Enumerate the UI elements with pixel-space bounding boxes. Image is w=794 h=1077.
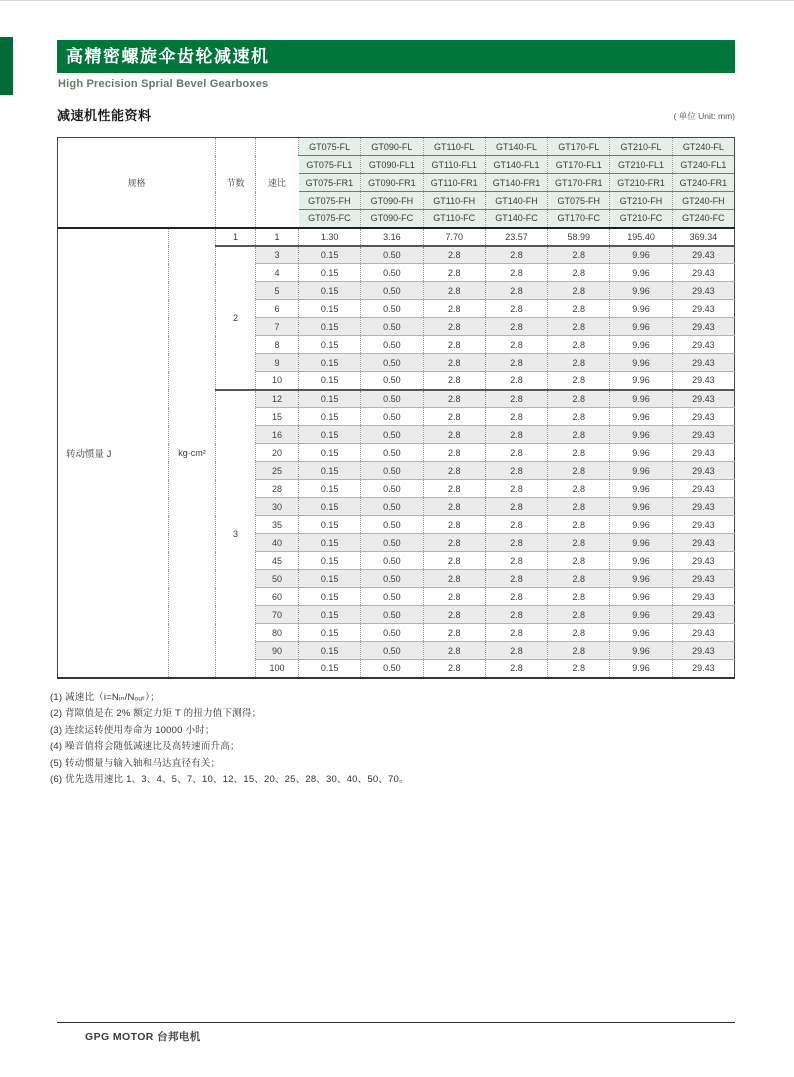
value-cell: 0.50: [361, 354, 423, 372]
ratio-cell: 100: [256, 660, 299, 678]
value-cell: 2.8: [423, 246, 485, 264]
value-cell: 0.50: [361, 642, 423, 660]
col-header-model: GT240-FL: [672, 138, 734, 156]
value-cell: 2.8: [423, 570, 485, 588]
footnote-line: (4) 噪音值将会随低减速比及高转速而升高；: [50, 741, 240, 753]
page-top-divider: [0, 0, 794, 1]
value-cell: 2.8: [423, 516, 485, 534]
value-cell: 0.50: [361, 390, 423, 408]
value-cell: 29.43: [672, 462, 734, 480]
value-cell: 0.15: [299, 390, 361, 408]
value-cell: 9.96: [610, 390, 672, 408]
value-cell: 9.96: [610, 498, 672, 516]
value-cell: 0.50: [361, 552, 423, 570]
spec-unit-cell: kg·cm²: [169, 228, 216, 678]
value-cell: 2.8: [548, 318, 610, 336]
col-header-ratio: 速比: [256, 138, 299, 228]
footnote-line: (6) 优先选用速比 1、3、4、5、7、10、12、15、20、25、28、30、40、50、70。: [50, 774, 409, 786]
value-cell: 2.8: [423, 462, 485, 480]
value-cell: 29.43: [672, 300, 734, 318]
ratio-cell: 45: [256, 552, 299, 570]
value-cell: 0.15: [299, 498, 361, 516]
value-cell: 9.96: [610, 534, 672, 552]
section-header-row: [57, 105, 735, 124]
value-cell: 29.43: [672, 588, 734, 606]
value-cell: 29.43: [672, 534, 734, 552]
ratio-cell: 80: [256, 624, 299, 642]
value-cell: 2.8: [548, 354, 610, 372]
col-header-model: GT210-FR1: [610, 174, 672, 192]
value-cell: 29.43: [672, 426, 734, 444]
value-cell: 1.30: [299, 228, 361, 246]
value-cell: 29.43: [672, 642, 734, 660]
value-cell: 0.15: [299, 534, 361, 552]
col-header-model: GT140-FC: [485, 210, 547, 228]
value-cell: 0.50: [361, 444, 423, 462]
value-cell: 0.15: [299, 354, 361, 372]
ratio-cell: 8: [256, 336, 299, 354]
col-header-model: GT170-FL: [548, 138, 610, 156]
ratio-cell: 15: [256, 408, 299, 426]
value-cell: 2.8: [548, 462, 610, 480]
col-header-model: GT240-FH: [672, 192, 734, 210]
value-cell: 29.43: [672, 408, 734, 426]
value-cell: 2.8: [485, 660, 547, 678]
value-cell: 195.40: [610, 228, 672, 246]
ratio-cell: 28: [256, 480, 299, 498]
value-cell: 29.43: [672, 624, 734, 642]
value-cell: 29.43: [672, 318, 734, 336]
value-cell: 2.8: [548, 390, 610, 408]
value-cell: 2.8: [423, 336, 485, 354]
value-cell: 0.15: [299, 606, 361, 624]
value-cell: 2.8: [423, 480, 485, 498]
value-cell: 9.96: [610, 624, 672, 642]
value-cell: 2.8: [548, 588, 610, 606]
sections-cell: 1: [216, 228, 256, 246]
footnote-line: (1) 减速比（i=Nᵢₙ/Nₒᵤₜ）；: [50, 692, 160, 703]
value-cell: 9.96: [610, 570, 672, 588]
value-cell: 2.8: [423, 588, 485, 606]
col-header-model: GT170-FC: [548, 210, 610, 228]
footnote-line: (5) 转动惯量与输入轴和马达直径有关；: [50, 757, 221, 769]
value-cell: 9.96: [610, 354, 672, 372]
value-cell: 2.8: [423, 264, 485, 282]
col-header-model: GT090-FR1: [361, 174, 423, 192]
value-cell: 3.16: [361, 228, 423, 246]
value-cell: 29.43: [672, 264, 734, 282]
table-row: [58, 228, 735, 246]
ratio-cell: 1: [256, 228, 299, 246]
col-header-spec: 规格: [58, 138, 216, 228]
value-cell: 2.8: [485, 516, 547, 534]
performance-table-wrap: [57, 137, 735, 679]
value-cell: 9.96: [610, 246, 672, 264]
value-cell: 2.8: [423, 624, 485, 642]
unit-label: ( 单位 Unit: mm): [673, 111, 735, 121]
footnote-line: (3) 连续运转使用寿命为 10000 小时；: [50, 724, 215, 736]
value-cell: 58.99: [548, 228, 610, 246]
ratio-cell: 4: [256, 264, 299, 282]
value-cell: 0.15: [299, 282, 361, 300]
value-cell: 2.8: [485, 642, 547, 660]
value-cell: 29.43: [672, 606, 734, 624]
value-cell: 9.96: [610, 318, 672, 336]
col-header-model: GT170-FL1: [548, 156, 610, 174]
ratio-cell: 16: [256, 426, 299, 444]
col-header-model: GT110-FC: [423, 210, 485, 228]
value-cell: 0.15: [299, 300, 361, 318]
value-cell: 9.96: [610, 606, 672, 624]
value-cell: 2.8: [548, 372, 610, 390]
value-cell: 2.8: [485, 534, 547, 552]
value-cell: 2.8: [485, 444, 547, 462]
col-header-model: GT075-FR1: [299, 174, 361, 192]
value-cell: 2.8: [423, 318, 485, 336]
value-cell: 2.8: [548, 282, 610, 300]
value-cell: 2.8: [548, 498, 610, 516]
ratio-cell: 7: [256, 318, 299, 336]
col-header-model: GT140-FH: [485, 192, 547, 210]
col-header-model: GT240-FC: [672, 210, 734, 228]
value-cell: 0.15: [299, 552, 361, 570]
col-header-model: GT210-FC: [610, 210, 672, 228]
value-cell: 29.43: [672, 246, 734, 264]
value-cell: 0.50: [361, 408, 423, 426]
col-header-model: GT090-FL: [361, 138, 423, 156]
col-header-model: GT090-FL1: [361, 156, 423, 174]
value-cell: 0.50: [361, 462, 423, 480]
value-cell: 2.8: [423, 300, 485, 318]
value-cell: 0.50: [361, 570, 423, 588]
col-header-model: GT110-FH: [423, 192, 485, 210]
col-header-model: GT140-FL1: [485, 156, 547, 174]
value-cell: 9.96: [610, 552, 672, 570]
value-cell: 0.50: [361, 372, 423, 390]
performance-table: [57, 137, 735, 679]
value-cell: 2.8: [485, 588, 547, 606]
page-subtitle: High Precision Sprial Bevel Gearboxes: [58, 78, 269, 90]
value-cell: 0.15: [299, 246, 361, 264]
value-cell: 2.8: [485, 300, 547, 318]
col-header-model: GT075-FH: [548, 192, 610, 210]
col-header-model: GT110-FR1: [423, 174, 485, 192]
value-cell: 0.15: [299, 660, 361, 678]
value-cell: 2.8: [548, 552, 610, 570]
perf-table-head: [58, 138, 735, 228]
value-cell: 0.50: [361, 336, 423, 354]
value-cell: 2.8: [485, 462, 547, 480]
value-cell: 0.15: [299, 462, 361, 480]
value-cell: 0.50: [361, 606, 423, 624]
value-cell: 0.15: [299, 408, 361, 426]
value-cell: 2.8: [423, 642, 485, 660]
col-header-model: GT240-FR1: [672, 174, 734, 192]
value-cell: 0.15: [299, 372, 361, 390]
value-cell: 29.43: [672, 390, 734, 408]
value-cell: 2.8: [548, 606, 610, 624]
value-cell: 9.96: [610, 264, 672, 282]
value-cell: 2.8: [423, 408, 485, 426]
value-cell: 2.8: [485, 336, 547, 354]
value-cell: 9.96: [610, 444, 672, 462]
value-cell: 7.70: [423, 228, 485, 246]
side-accent-tab: [0, 37, 13, 95]
value-cell: 23.57: [485, 228, 547, 246]
value-cell: 29.43: [672, 516, 734, 534]
value-cell: 2.8: [548, 480, 610, 498]
col-header-model: GT075-FL: [299, 138, 361, 156]
value-cell: 29.43: [672, 444, 734, 462]
value-cell: 0.15: [299, 336, 361, 354]
ratio-cell: 6: [256, 300, 299, 318]
value-cell: 0.15: [299, 642, 361, 660]
value-cell: 9.96: [610, 588, 672, 606]
footnote-line: (2) 背隙值是在 2% 额定力矩 T 的扭力值下测得；: [50, 708, 262, 720]
sections-cell: 3: [216, 390, 256, 678]
ratio-cell: 90: [256, 642, 299, 660]
value-cell: 0.50: [361, 264, 423, 282]
value-cell: 0.15: [299, 426, 361, 444]
value-cell: 2.8: [423, 354, 485, 372]
value-cell: 0.15: [299, 624, 361, 642]
col-header-model: GT140-FR1: [485, 174, 547, 192]
ratio-cell: 40: [256, 534, 299, 552]
value-cell: 2.8: [485, 552, 547, 570]
section-title: 减速机性能资料: [57, 108, 152, 123]
footnotes: [50, 690, 409, 788]
value-cell: 0.50: [361, 498, 423, 516]
col-header-model: GT090-FH: [361, 192, 423, 210]
value-cell: 9.96: [610, 462, 672, 480]
value-cell: 2.8: [485, 570, 547, 588]
value-cell: 2.8: [485, 390, 547, 408]
value-cell: 2.8: [485, 624, 547, 642]
col-header-model: GT210-FH: [610, 192, 672, 210]
value-cell: 29.43: [672, 552, 734, 570]
value-cell: 29.43: [672, 372, 734, 390]
value-cell: 2.8: [548, 534, 610, 552]
value-cell: 9.96: [610, 480, 672, 498]
value-cell: 369.34: [672, 228, 734, 246]
ratio-cell: 12: [256, 390, 299, 408]
value-cell: 0.15: [299, 264, 361, 282]
value-cell: 2.8: [548, 264, 610, 282]
value-cell: 2.8: [548, 426, 610, 444]
col-header-model: GT075-FH: [299, 192, 361, 210]
ratio-cell: 10: [256, 372, 299, 390]
value-cell: 2.8: [423, 534, 485, 552]
value-cell: 2.8: [548, 300, 610, 318]
value-cell: 2.8: [423, 282, 485, 300]
value-cell: 0.50: [361, 246, 423, 264]
value-cell: 2.8: [485, 282, 547, 300]
value-cell: 0.50: [361, 588, 423, 606]
value-cell: 0.50: [361, 480, 423, 498]
value-cell: 9.96: [610, 336, 672, 354]
value-cell: 9.96: [610, 300, 672, 318]
value-cell: 0.15: [299, 444, 361, 462]
value-cell: 2.8: [423, 498, 485, 516]
model-header-row: [58, 138, 735, 156]
value-cell: 9.96: [610, 372, 672, 390]
footer-brand: GPG MOTOR 台邦电机: [85, 1031, 201, 1043]
value-cell: 2.8: [548, 516, 610, 534]
value-cell: 0.15: [299, 570, 361, 588]
value-cell: 0.50: [361, 516, 423, 534]
col-header-model: GT210-FL1: [610, 156, 672, 174]
perf-table-body: [58, 228, 735, 678]
value-cell: 2.8: [423, 372, 485, 390]
value-cell: 2.8: [485, 408, 547, 426]
value-cell: 0.15: [299, 588, 361, 606]
value-cell: 2.8: [485, 480, 547, 498]
col-header-model: GT110-FL1: [423, 156, 485, 174]
value-cell: 2.8: [485, 606, 547, 624]
footer-divider: [57, 1022, 735, 1023]
value-cell: 9.96: [610, 426, 672, 444]
value-cell: 29.43: [672, 660, 734, 678]
value-cell: 2.8: [548, 246, 610, 264]
value-cell: 2.8: [548, 336, 610, 354]
ratio-cell: 25: [256, 462, 299, 480]
col-header-model: GT210-FL: [610, 138, 672, 156]
value-cell: 9.96: [610, 408, 672, 426]
col-header-model: GT075-FL1: [299, 156, 361, 174]
value-cell: 2.8: [548, 624, 610, 642]
ratio-cell: 60: [256, 588, 299, 606]
value-cell: 29.43: [672, 498, 734, 516]
value-cell: 2.8: [485, 426, 547, 444]
value-cell: 2.8: [548, 444, 610, 462]
ratio-cell: 35: [256, 516, 299, 534]
col-header-model: GT075-FC: [299, 210, 361, 228]
value-cell: 29.43: [672, 480, 734, 498]
value-cell: 0.50: [361, 624, 423, 642]
value-cell: 2.8: [423, 552, 485, 570]
page-title-banner: [57, 40, 735, 73]
value-cell: 0.50: [361, 660, 423, 678]
page-title: 高精密螺旋伞齿轮减速机: [66, 47, 270, 66]
value-cell: 9.96: [610, 516, 672, 534]
value-cell: 2.8: [423, 390, 485, 408]
value-cell: 9.96: [610, 660, 672, 678]
value-cell: 2.8: [548, 642, 610, 660]
value-cell: 0.15: [299, 480, 361, 498]
value-cell: 2.8: [485, 318, 547, 336]
col-header-model: GT090-FC: [361, 210, 423, 228]
value-cell: 29.43: [672, 570, 734, 588]
ratio-cell: 30: [256, 498, 299, 516]
value-cell: 2.8: [548, 408, 610, 426]
value-cell: 2.8: [485, 246, 547, 264]
ratio-cell: 50: [256, 570, 299, 588]
col-header-sections: 节数: [216, 138, 256, 228]
col-header-model: GT140-FL: [485, 138, 547, 156]
value-cell: 2.8: [423, 426, 485, 444]
col-header-model: GT240-FL1: [672, 156, 734, 174]
spec-label-cell: 转动惯量 J: [66, 448, 112, 460]
value-cell: 2.8: [485, 372, 547, 390]
value-cell: 2.8: [485, 354, 547, 372]
value-cell: 29.43: [672, 336, 734, 354]
ratio-cell: 70: [256, 606, 299, 624]
value-cell: 29.43: [672, 354, 734, 372]
value-cell: 2.8: [423, 444, 485, 462]
value-cell: 0.50: [361, 534, 423, 552]
ratio-cell: 5: [256, 282, 299, 300]
value-cell: 2.8: [423, 660, 485, 678]
value-cell: 2.8: [548, 570, 610, 588]
sections-cell: 2: [216, 246, 256, 390]
value-cell: 2.8: [423, 606, 485, 624]
value-cell: 0.15: [299, 516, 361, 534]
col-header-model: GT110-FL: [423, 138, 485, 156]
value-cell: 9.96: [610, 282, 672, 300]
value-cell: 0.50: [361, 282, 423, 300]
value-cell: 0.50: [361, 426, 423, 444]
value-cell: 0.50: [361, 318, 423, 336]
ratio-cell: 20: [256, 444, 299, 462]
col-header-model: GT170-FR1: [548, 174, 610, 192]
value-cell: 2.8: [485, 264, 547, 282]
value-cell: 9.96: [610, 642, 672, 660]
ratio-cell: 3: [256, 246, 299, 264]
value-cell: 29.43: [672, 282, 734, 300]
ratio-cell: 9: [256, 354, 299, 372]
value-cell: 2.8: [485, 498, 547, 516]
value-cell: 2.8: [548, 660, 610, 678]
value-cell: 0.50: [361, 300, 423, 318]
value-cell: 0.15: [299, 318, 361, 336]
